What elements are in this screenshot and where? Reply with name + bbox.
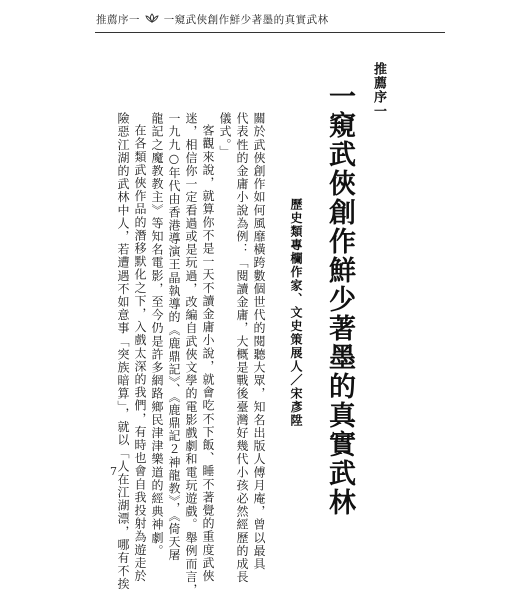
body-column: 關於武俠創作如何風靡橫跨數個世代的閱聽大眾，知名出版人傅月庵，曾以最具 [252,112,266,571]
lotus-icon [145,13,159,27]
body-column: 代表性的金庸小說為例：「閱讀金庸，大概是戰後臺灣好幾代小孩必然經歷的成長 [235,112,249,584]
body-column: 龍記之魔教教主》等知名電影，至今仍是許多網路鄉民津津樂道的經典神劇。 [150,112,164,558]
running-head-prefix: 推薦序一 [96,14,140,26]
body-column: 一九九○年代由香港導演王晶執導的《鹿鼎記》、《鹿鼎記２神龍教》，《倚天屠 [167,112,181,562]
essay-title: 一窺武俠創作鮮少著墨的真實武林 [324,82,355,517]
running-head-title: 一窺武俠創作鮮少著墨的真實武林 [163,14,329,26]
author-line: 歷史類專欄作家、文史策展人／宋彥陞 [289,198,303,428]
header-rule [95,32,445,33]
body-column: 迷，相信你一定看過或是玩過，改編自武俠文學的電影戲劇和電玩遊戲。舉例而言， [184,112,198,597]
page-number: 7 [110,465,117,478]
body-column: 客觀來說，就算你不是一天不讀金庸小說，就會吃不下飯、睡不著覺的重度武俠 [201,124,215,583]
body-column: 儀式。」 [218,112,232,159]
recommendation-label: 推薦序一 [371,62,386,118]
body-column: 險惡江湖的武林中人，若遭遇不如意事「突族暗算」，就以「人在江湖漂，哪有不挨 [116,112,130,591]
body-column: 在各類武俠作品的潛移默化之下，入戲太深的我們，有時也會自我投射為遊走於 [133,124,147,583]
running-head [96,12,329,27]
